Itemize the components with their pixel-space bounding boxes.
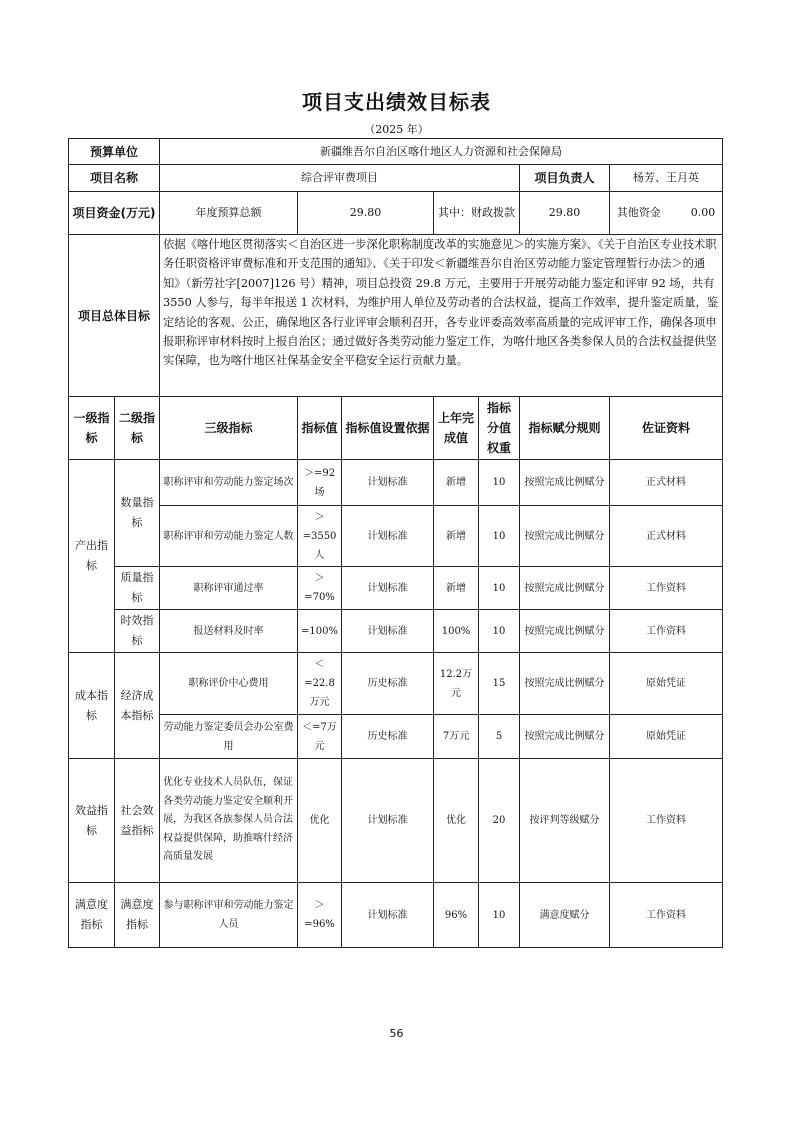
other-funds-value: 0.00 bbox=[690, 206, 716, 219]
row-last: 7万元 bbox=[434, 715, 479, 759]
header-last-year: 上年完成值 bbox=[434, 397, 479, 460]
row-evidence: 原始凭证 bbox=[610, 715, 723, 759]
level2-social-benefit: 社会效益指标 bbox=[115, 759, 160, 883]
row-evidence: 工作资料 bbox=[610, 610, 723, 653]
row-evidence: 工作资料 bbox=[610, 567, 723, 610]
row-last: 优化 bbox=[434, 759, 479, 883]
level1-cost: 成本指标 bbox=[69, 653, 115, 759]
other-funds-cell bbox=[610, 192, 723, 235]
row-rule: 按照完成比例赋分 bbox=[520, 715, 610, 759]
other-funds-label: 其他资金 bbox=[616, 206, 661, 219]
row-basis: 计划标准 bbox=[342, 883, 434, 948]
row-value: ＞=96% bbox=[298, 883, 342, 948]
level2-satisfaction: 满意度指标 bbox=[115, 883, 160, 948]
row-value: ＞=70% bbox=[298, 567, 342, 610]
row-weight: 10 bbox=[479, 506, 520, 567]
level1-output: 产出指标 bbox=[69, 460, 115, 653]
header-indicator-value: 指标值 bbox=[298, 397, 342, 460]
row-basis: 计划标准 bbox=[342, 759, 434, 883]
row-name: 职称评审通过率 bbox=[160, 567, 298, 610]
project-leader-value: 杨芳、王月英 bbox=[610, 165, 723, 192]
row-last: 12.2万元 bbox=[434, 653, 479, 715]
fiscal-appropriation-value: 29.80 bbox=[520, 192, 610, 235]
annual-budget-value: 29.80 bbox=[298, 192, 434, 235]
overall-goal-label: 项目总体目标 bbox=[69, 235, 160, 397]
row-evidence: 工作资料 bbox=[610, 759, 723, 883]
row-basis: 历史标准 bbox=[342, 653, 434, 715]
table-row bbox=[69, 506, 723, 567]
header-evidence: 佐证资料 bbox=[610, 397, 723, 460]
level2-timeliness: 时效指标 bbox=[115, 610, 160, 653]
row-rule: 按照完成比例赋分 bbox=[520, 460, 610, 506]
row-weight: 15 bbox=[479, 653, 520, 715]
row-rule: 按评判等级赋分 bbox=[520, 759, 610, 883]
budget-unit-value: 新疆维吾尔自治区喀什地区人力资源和社会保障局 bbox=[160, 139, 723, 165]
project-funds-label: 项目资金(万元) bbox=[69, 192, 160, 235]
project-leader-label: 项目负责人 bbox=[520, 165, 610, 192]
annual-budget-label: 年度预算总额 bbox=[160, 192, 298, 235]
row-weight: 5 bbox=[479, 715, 520, 759]
row-basis: 计划标准 bbox=[342, 460, 434, 506]
row-name: 职称评审和劳动能力鉴定场次 bbox=[160, 460, 298, 506]
row-rule: 按照完成比例赋分 bbox=[520, 653, 610, 715]
table-row bbox=[69, 460, 723, 506]
table-row bbox=[69, 653, 723, 715]
row-rule: 按照完成比例赋分 bbox=[520, 567, 610, 610]
project-name-value: 综合评审费项目 bbox=[160, 165, 520, 192]
row-weight: 10 bbox=[479, 460, 520, 506]
row-weight: 10 bbox=[479, 610, 520, 653]
row-rule: 满意度赋分 bbox=[520, 883, 610, 948]
row-last: 新增 bbox=[434, 460, 479, 506]
row-value: =100% bbox=[298, 610, 342, 653]
overall-goal-text: 依据《喀什地区贯彻落实＜自治区进一步深化职称制度改革的实施意见＞的实施方案》、《关于自治区专业技术职务任职资格评审费标准和开支范围的通知》、《关于印发＜新疆维吾尔自治区劳动能力鉴定管理暂行办法＞的通知》（新劳社字[2007]126 号）精神，项目总投资 29.8 万元，主要用于开展劳动能力鉴定和评审 92 场，共有 3550 人参与，每半年报送 1 次材料，为维护用人单位及劳动者的合法权益，提高工作效率，提升鉴定质量，鉴定结论的客观、公正，确保地区各行业评审会顺利召开，各专业评委高效率高质量的完成评审工作，确保各项申报职称评审材料按时上报自治区；通过做好各类劳动能力鉴定工作，为喀什地区各类参保人员的合法权益提供坚实保障，也为喀什地区社保基金安全平稳安全运行贡献力量。 bbox=[160, 235, 723, 397]
header-level3: 三级指标 bbox=[160, 397, 298, 460]
row-evidence: 正式材料 bbox=[610, 506, 723, 567]
performance-target-table bbox=[68, 138, 723, 948]
header-level2: 二级指标 bbox=[115, 397, 160, 460]
row-rule: 按照完成比例赋分 bbox=[520, 506, 610, 567]
table-row bbox=[69, 610, 723, 653]
row-name: 职称评审和劳动能力鉴定人数 bbox=[160, 506, 298, 567]
level2-economic-cost: 经济成本指标 bbox=[115, 653, 160, 759]
page-number: 56 bbox=[389, 1027, 404, 1040]
table-row bbox=[69, 715, 723, 759]
header-level1: 一级指标 bbox=[69, 397, 115, 460]
row-value: 优化 bbox=[298, 759, 342, 883]
row-basis: 计划标准 bbox=[342, 506, 434, 567]
row-weight: 10 bbox=[479, 883, 520, 948]
row-evidence: 正式材料 bbox=[610, 460, 723, 506]
table-row bbox=[69, 883, 723, 948]
budget-unit-label: 预算单位 bbox=[69, 139, 160, 165]
row-name: 报送材料及时率 bbox=[160, 610, 298, 653]
row-rule: 按照完成比例赋分 bbox=[520, 610, 610, 653]
header-scoring-rule: 指标赋分规则 bbox=[520, 397, 610, 460]
row-last: 新增 bbox=[434, 567, 479, 610]
row-name: 职称评价中心费用 bbox=[160, 653, 298, 715]
row-last: 96% bbox=[434, 883, 479, 948]
level2-quantity: 数量指标 bbox=[115, 460, 160, 567]
row-value: ＜=22.8万元 bbox=[298, 653, 342, 715]
row-basis: 计划标准 bbox=[342, 567, 434, 610]
row-last: 新增 bbox=[434, 506, 479, 567]
row-value: ＞=92场 bbox=[298, 460, 342, 506]
row-name: 劳动能力鉴定委员会办公室费用 bbox=[160, 715, 298, 759]
project-name-label: 项目名称 bbox=[69, 165, 160, 192]
fiscal-appropriation-label: 其中：财政拨款 bbox=[434, 192, 520, 235]
level1-satisfaction: 满意度指标 bbox=[69, 883, 115, 948]
row-basis: 计划标准 bbox=[342, 610, 434, 653]
page-title: 项目支出绩效目标表 bbox=[302, 90, 491, 114]
row-weight: 20 bbox=[479, 759, 520, 883]
level2-quality: 质量指标 bbox=[115, 567, 160, 610]
level1-benefit: 效益指标 bbox=[69, 759, 115, 883]
row-weight: 10 bbox=[479, 567, 520, 610]
header-basis: 指标值设置依据 bbox=[342, 397, 434, 460]
table-row bbox=[69, 567, 723, 610]
row-name: 优化专业技术人员队伍，保证各类劳动能力鉴定安全顺利开展，为我区各族参保人员合法权益提供保障，助推喀什经济高质量发展 bbox=[160, 759, 298, 883]
row-basis: 历史标准 bbox=[342, 715, 434, 759]
row-last: 100% bbox=[434, 610, 479, 653]
row-evidence: 原始凭证 bbox=[610, 653, 723, 715]
row-evidence: 工作资料 bbox=[610, 883, 723, 948]
row-name: 参与职称评审和劳动能力鉴定人员 bbox=[160, 883, 298, 948]
table-row bbox=[69, 759, 723, 883]
year-label: （2025 年） bbox=[364, 123, 429, 136]
row-value: ＞=3550人 bbox=[298, 506, 342, 567]
header-weight: 指标分值权重 bbox=[479, 397, 520, 460]
row-value: ＜=7万元 bbox=[298, 715, 342, 759]
